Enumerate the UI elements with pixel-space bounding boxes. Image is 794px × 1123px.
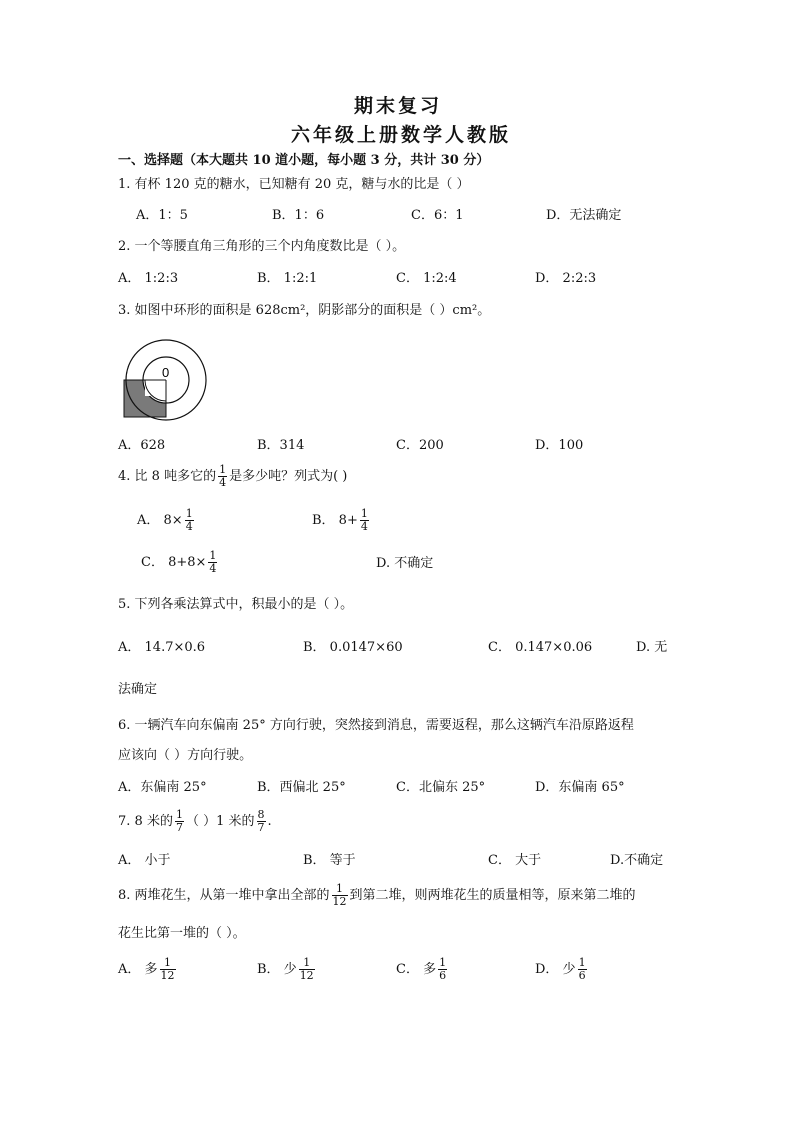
fraction: $\frac{1}{12}$ — [160, 956, 175, 982]
question-1-option-a: A．1：5 — [136, 208, 188, 223]
question-8-stem-line2: 花生比第一堆的（ ）。 — [118, 926, 246, 941]
question-4-option-a: A． 8× $\frac{1}{4}$ — [137, 507, 193, 533]
center-label: 0 — [162, 365, 170, 380]
section-heading: 一、选择题（本大题共 10 道小题，每小题 3 分，共计 30 分） — [118, 153, 490, 168]
question-6-option-d: D．东偏南 65° — [535, 780, 625, 795]
question-3-option-d: D．100 — [535, 438, 584, 453]
question-4-stem — [118, 464, 347, 490]
question-5-wrap: 法确定 — [118, 682, 158, 697]
question-6-option-c: C．北偏东 25° — [396, 780, 486, 795]
fraction: $\frac{1}{4}$ — [360, 507, 368, 533]
question-4-stem-post: 是多少吨？列式为( ) — [229, 469, 348, 484]
question-8-option-d: D． 少 $\frac{1}{6}$ — [535, 956, 586, 982]
question-1-option-b: B．1：6 — [272, 208, 325, 223]
question-5-option-b: B． 0.0147×60 — [303, 640, 403, 655]
question-5-stem: 5. 下列各乘法算式中，积最小的是（ ）。 — [118, 597, 354, 612]
question-6-stem-line1: 6. 一辆汽车向东偏南 25° 方向行驶，突然接到消息，需要返程，那么这辆汽车沿原路返程 — [118, 718, 634, 733]
fraction: $\frac{1}{4}$ — [185, 507, 193, 533]
question-7-stem: 7. 8 米的 $\frac{1}{7}$ （ ）1 米的 $\frac{8}{7}$ . — [118, 808, 272, 834]
fraction: $\frac{1}{12}$ — [299, 956, 314, 982]
question-7-option-b: B． 等于 — [303, 853, 356, 868]
fraction: $\frac{8}{7}$ — [257, 808, 265, 834]
fraction: $\frac{1}{6}$ — [439, 956, 447, 982]
fraction: $\frac{1}{4}$ — [219, 463, 227, 489]
question-7-option-d: D.不确定 — [610, 853, 664, 868]
question-8-stem-line1: 8. 两堆花生，从第一堆中拿出全部的 $\frac{1}{12}$ 到第二堆，则两堆花生的质量相等，原来第二堆的 — [118, 882, 636, 908]
fraction: $\frac{1}{6}$ — [578, 956, 586, 982]
question-4-option-c: C． 8+8× $\frac{1}{4}$ — [141, 549, 217, 575]
question-2-option-b: B． 1:2:1 — [257, 271, 318, 286]
question-3-stem: 3. 如图中环形的面积是 628cm²，阴影部分的面积是（ ）cm²。 — [118, 303, 491, 318]
question-4-stem-pre: 4. 比 8 吨多它的 — [118, 469, 217, 484]
question-6-option-a: A．东偏南 25° — [118, 780, 207, 795]
question-4-option-b: B． 8+ $\frac{1}{4}$ — [312, 507, 368, 533]
question-6-option-b: B．西偏北 25° — [257, 780, 346, 795]
page-title: 期末复习 — [354, 95, 443, 117]
fraction: $\frac{1}{12}$ — [332, 882, 347, 908]
question-7-option-c: C． 大于 — [488, 853, 542, 868]
question-3-option-a: A．628 — [118, 438, 166, 453]
question-2-option-d: D． 2:2:3 — [535, 271, 597, 286]
question-1-option-d: D．无法确定 — [546, 208, 622, 223]
question-1-option-c: C．6：1 — [411, 208, 464, 223]
question-1-stem: 1. 有杯 120 克的糖水，已知糖有 20 克，糖与水的比是（ ） — [118, 177, 470, 192]
page-subtitle: 六年级上册数学人教版 — [291, 124, 512, 146]
ring-figure — [120, 338, 212, 426]
question-6-stem-line2: 应该向（ ）方向行驶。 — [118, 748, 253, 763]
question-5-option-d: D. 无 — [636, 640, 668, 655]
question-2-option-a: A． 1:2:3 — [118, 271, 179, 286]
question-2-stem: 2. 一个等腰直角三角形的三个内角度数比是（ ）。 — [118, 239, 406, 254]
ring-diagram — [120, 338, 212, 422]
question-8-option-a: A． 多 $\frac{1}{12}$ — [118, 956, 175, 982]
question-4-option-d: D. 不确定 — [376, 556, 434, 571]
question-3-option-b: B．314 — [257, 438, 305, 453]
question-7-option-a: A． 小于 — [118, 853, 171, 868]
fraction: $\frac{1}{4}$ — [209, 549, 217, 575]
question-8-option-c: C． 多 $\frac{1}{6}$ — [396, 956, 447, 982]
question-2-option-c: C． 1:2:4 — [396, 271, 457, 286]
question-3-option-c: C．200 — [396, 438, 444, 453]
question-5-option-c: C． 0.147×0.06 — [488, 640, 593, 655]
question-8-option-b: B． 少 $\frac{1}{12}$ — [257, 956, 314, 982]
fraction: $\frac{1}{7}$ — [175, 808, 183, 834]
question-5-option-a: A． 14.7×0.6 — [118, 640, 206, 655]
